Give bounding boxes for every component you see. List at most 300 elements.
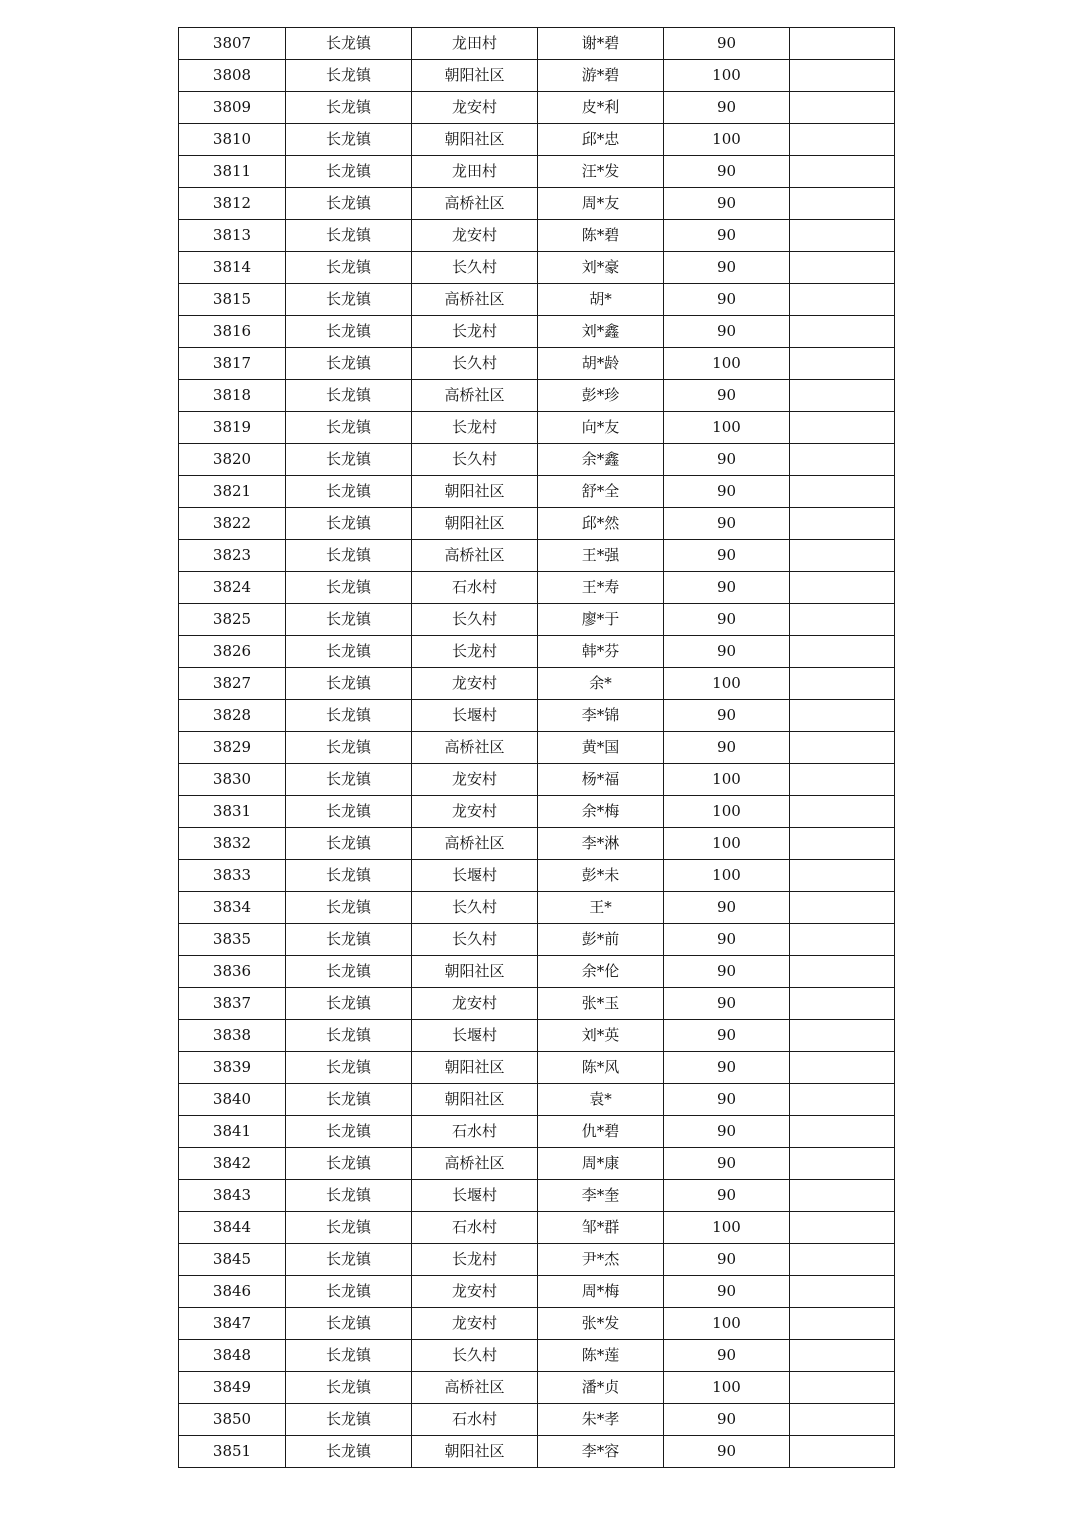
- table-row: [179, 924, 895, 956]
- cell-amount: 90: [664, 636, 790, 668]
- cell-note: [790, 892, 895, 924]
- cell-village: 石水村: [412, 1116, 538, 1148]
- cell-name: 王*寿: [538, 572, 664, 604]
- cell-serial-number: 3824: [179, 572, 286, 604]
- cell-village: 龙安村: [412, 796, 538, 828]
- cell-village: 龙安村: [412, 220, 538, 252]
- table-row: [179, 316, 895, 348]
- table-row: [179, 988, 895, 1020]
- cell-name: 潘*贞: [538, 1372, 664, 1404]
- cell-amount: 100: [664, 60, 790, 92]
- table-row: [179, 412, 895, 444]
- cell-village: 石水村: [412, 1212, 538, 1244]
- cell-town: 长龙镇: [286, 220, 412, 252]
- cell-name: 李*容: [538, 1436, 664, 1468]
- cell-name: 李*奎: [538, 1180, 664, 1212]
- cell-note: [790, 124, 895, 156]
- table-row: [179, 156, 895, 188]
- cell-note: [790, 476, 895, 508]
- cell-name: 周*梅: [538, 1276, 664, 1308]
- cell-town: 长龙镇: [286, 348, 412, 380]
- cell-name: 汪*发: [538, 156, 664, 188]
- cell-name: 陈*碧: [538, 220, 664, 252]
- cell-note: [790, 1116, 895, 1148]
- table-row: [179, 668, 895, 700]
- cell-serial-number: 3807: [179, 28, 286, 60]
- cell-town: 长龙镇: [286, 1116, 412, 1148]
- cell-serial-number: 3831: [179, 796, 286, 828]
- cell-amount: 90: [664, 1404, 790, 1436]
- cell-serial-number: 3825: [179, 604, 286, 636]
- cell-village: 长堰村: [412, 860, 538, 892]
- table-row: [179, 860, 895, 892]
- cell-name: 邱*忠: [538, 124, 664, 156]
- cell-serial-number: 3822: [179, 508, 286, 540]
- table-row: [179, 1148, 895, 1180]
- cell-town: 长龙镇: [286, 1276, 412, 1308]
- cell-name: 张*玉: [538, 988, 664, 1020]
- cell-town: 长龙镇: [286, 860, 412, 892]
- cell-town: 长龙镇: [286, 60, 412, 92]
- cell-town: 长龙镇: [286, 444, 412, 476]
- table-row: [179, 636, 895, 668]
- cell-note: [790, 988, 895, 1020]
- cell-serial-number: 3829: [179, 732, 286, 764]
- cell-name: 余*鑫: [538, 444, 664, 476]
- cell-serial-number: 3844: [179, 1212, 286, 1244]
- cell-village: 长堰村: [412, 1180, 538, 1212]
- cell-name: 仇*碧: [538, 1116, 664, 1148]
- cell-village: 长久村: [412, 348, 538, 380]
- cell-village: 朝阳社区: [412, 1084, 538, 1116]
- table-row: [179, 604, 895, 636]
- cell-village: 高桥社区: [412, 284, 538, 316]
- cell-village: 长堰村: [412, 1020, 538, 1052]
- cell-amount: 90: [664, 1180, 790, 1212]
- cell-note: [790, 1212, 895, 1244]
- cell-amount: 90: [664, 540, 790, 572]
- cell-town: 长龙镇: [286, 764, 412, 796]
- cell-town: 长龙镇: [286, 508, 412, 540]
- cell-town: 长龙镇: [286, 1052, 412, 1084]
- cell-village: 龙安村: [412, 92, 538, 124]
- cell-note: [790, 604, 895, 636]
- cell-note: [790, 1244, 895, 1276]
- cell-town: 长龙镇: [286, 1436, 412, 1468]
- cell-amount: 90: [664, 92, 790, 124]
- cell-serial-number: 3851: [179, 1436, 286, 1468]
- cell-amount: 90: [664, 732, 790, 764]
- table-row: [179, 444, 895, 476]
- cell-amount: 100: [664, 860, 790, 892]
- cell-village: 高桥社区: [412, 732, 538, 764]
- table-row: [179, 1116, 895, 1148]
- table-row: [179, 1020, 895, 1052]
- cell-note: [790, 28, 895, 60]
- cell-note: [790, 572, 895, 604]
- cell-village: 朝阳社区: [412, 956, 538, 988]
- cell-town: 长龙镇: [286, 956, 412, 988]
- cell-serial-number: 3840: [179, 1084, 286, 1116]
- cell-serial-number: 3818: [179, 380, 286, 412]
- cell-town: 长龙镇: [286, 412, 412, 444]
- table-row: [179, 892, 895, 924]
- cell-note: [790, 444, 895, 476]
- cell-name: 袁*: [538, 1084, 664, 1116]
- cell-village: 长堰村: [412, 700, 538, 732]
- cell-town: 长龙镇: [286, 988, 412, 1020]
- cell-amount: 90: [664, 1244, 790, 1276]
- cell-amount: 90: [664, 188, 790, 220]
- table-row: [179, 28, 895, 60]
- cell-note: [790, 508, 895, 540]
- cell-amount: 90: [664, 1436, 790, 1468]
- table-row: [179, 284, 895, 316]
- roster-table-body: [179, 28, 895, 1468]
- table-row: [179, 572, 895, 604]
- cell-name: 余*伦: [538, 956, 664, 988]
- cell-note: [790, 348, 895, 380]
- cell-town: 长龙镇: [286, 476, 412, 508]
- cell-name: 李*锦: [538, 700, 664, 732]
- cell-amount: 100: [664, 668, 790, 700]
- table-row: [179, 188, 895, 220]
- table-row: [179, 732, 895, 764]
- cell-serial-number: 3838: [179, 1020, 286, 1052]
- cell-village: 长龙村: [412, 316, 538, 348]
- cell-amount: 90: [664, 1116, 790, 1148]
- cell-amount: 100: [664, 764, 790, 796]
- table-row: [179, 1084, 895, 1116]
- cell-note: [790, 1052, 895, 1084]
- table-row: [179, 1308, 895, 1340]
- cell-village: 龙安村: [412, 1308, 538, 1340]
- cell-town: 长龙镇: [286, 1084, 412, 1116]
- cell-note: [790, 956, 895, 988]
- cell-name: 刘*鑫: [538, 316, 664, 348]
- cell-name: 陈*风: [538, 1052, 664, 1084]
- table-row: [179, 380, 895, 412]
- cell-town: 长龙镇: [286, 1308, 412, 1340]
- cell-town: 长龙镇: [286, 732, 412, 764]
- cell-note: [790, 1308, 895, 1340]
- cell-amount: 100: [664, 124, 790, 156]
- cell-amount: 90: [664, 1276, 790, 1308]
- cell-town: 长龙镇: [286, 1020, 412, 1052]
- cell-note: [790, 924, 895, 956]
- cell-note: [790, 60, 895, 92]
- cell-amount: 90: [664, 572, 790, 604]
- cell-name: 周*友: [538, 188, 664, 220]
- cell-amount: 90: [664, 220, 790, 252]
- table-row: [179, 1212, 895, 1244]
- table-row: [179, 1052, 895, 1084]
- cell-name: 余*: [538, 668, 664, 700]
- cell-amount: 90: [664, 988, 790, 1020]
- cell-note: [790, 1180, 895, 1212]
- cell-serial-number: 3812: [179, 188, 286, 220]
- cell-amount: 90: [664, 1052, 790, 1084]
- cell-village: 龙安村: [412, 764, 538, 796]
- cell-village: 长久村: [412, 444, 538, 476]
- cell-town: 长龙镇: [286, 668, 412, 700]
- cell-name: 彭*未: [538, 860, 664, 892]
- cell-serial-number: 3830: [179, 764, 286, 796]
- cell-name: 邹*群: [538, 1212, 664, 1244]
- cell-town: 长龙镇: [286, 796, 412, 828]
- cell-town: 长龙镇: [286, 252, 412, 284]
- cell-note: [790, 156, 895, 188]
- cell-name: 周*康: [538, 1148, 664, 1180]
- table-row: [179, 124, 895, 156]
- cell-serial-number: 3813: [179, 220, 286, 252]
- cell-town: 长龙镇: [286, 316, 412, 348]
- cell-serial-number: 3849: [179, 1372, 286, 1404]
- cell-note: [790, 1340, 895, 1372]
- cell-village: 长龙村: [412, 636, 538, 668]
- cell-note: [790, 1404, 895, 1436]
- cell-amount: 90: [664, 1084, 790, 1116]
- cell-serial-number: 3832: [179, 828, 286, 860]
- cell-town: 长龙镇: [286, 1180, 412, 1212]
- cell-serial-number: 3815: [179, 284, 286, 316]
- table-row: [179, 764, 895, 796]
- cell-name: 廖*于: [538, 604, 664, 636]
- cell-name: 胡*: [538, 284, 664, 316]
- cell-serial-number: 3814: [179, 252, 286, 284]
- cell-village: 龙安村: [412, 668, 538, 700]
- cell-village: 龙安村: [412, 1276, 538, 1308]
- cell-town: 长龙镇: [286, 156, 412, 188]
- cell-amount: 90: [664, 956, 790, 988]
- cell-note: [790, 412, 895, 444]
- cell-name: 韩*芬: [538, 636, 664, 668]
- cell-serial-number: 3842: [179, 1148, 286, 1180]
- cell-serial-number: 3823: [179, 540, 286, 572]
- cell-name: 尹*杰: [538, 1244, 664, 1276]
- cell-village: 长龙村: [412, 412, 538, 444]
- table-row: [179, 540, 895, 572]
- cell-serial-number: 3809: [179, 92, 286, 124]
- cell-amount: 90: [664, 924, 790, 956]
- cell-serial-number: 3819: [179, 412, 286, 444]
- cell-note: [790, 828, 895, 860]
- cell-village: 长久村: [412, 924, 538, 956]
- cell-serial-number: 3816: [179, 316, 286, 348]
- cell-town: 长龙镇: [286, 380, 412, 412]
- cell-note: [790, 284, 895, 316]
- cell-serial-number: 3841: [179, 1116, 286, 1148]
- roster-table: [178, 27, 895, 1468]
- table-row: [179, 1276, 895, 1308]
- cell-note: [790, 220, 895, 252]
- cell-note: [790, 1148, 895, 1180]
- cell-serial-number: 3821: [179, 476, 286, 508]
- cell-town: 长龙镇: [286, 124, 412, 156]
- cell-name: 杨*福: [538, 764, 664, 796]
- cell-note: [790, 860, 895, 892]
- cell-town: 长龙镇: [286, 1404, 412, 1436]
- cell-note: [790, 1084, 895, 1116]
- cell-village: 朝阳社区: [412, 476, 538, 508]
- cell-name: 陈*莲: [538, 1340, 664, 1372]
- cell-amount: 90: [664, 1340, 790, 1372]
- cell-amount: 100: [664, 1308, 790, 1340]
- cell-note: [790, 1020, 895, 1052]
- cell-town: 长龙镇: [286, 540, 412, 572]
- cell-name: 王*强: [538, 540, 664, 572]
- cell-town: 长龙镇: [286, 572, 412, 604]
- cell-note: [790, 636, 895, 668]
- table-row: [179, 1404, 895, 1436]
- cell-name: 李*淋: [538, 828, 664, 860]
- table-row: [179, 92, 895, 124]
- cell-village: 朝阳社区: [412, 508, 538, 540]
- cell-name: 刘*英: [538, 1020, 664, 1052]
- cell-name: 刘*豪: [538, 252, 664, 284]
- cell-name: 余*梅: [538, 796, 664, 828]
- cell-name: 王*: [538, 892, 664, 924]
- cell-village: 长久村: [412, 604, 538, 636]
- cell-serial-number: 3811: [179, 156, 286, 188]
- cell-serial-number: 3837: [179, 988, 286, 1020]
- cell-name: 朱*孝: [538, 1404, 664, 1436]
- cell-town: 长龙镇: [286, 28, 412, 60]
- cell-village: 朝阳社区: [412, 124, 538, 156]
- table-row: [179, 956, 895, 988]
- cell-serial-number: 3820: [179, 444, 286, 476]
- cell-serial-number: 3846: [179, 1276, 286, 1308]
- cell-serial-number: 3827: [179, 668, 286, 700]
- cell-town: 长龙镇: [286, 700, 412, 732]
- cell-town: 长龙镇: [286, 892, 412, 924]
- cell-serial-number: 3835: [179, 924, 286, 956]
- cell-amount: 90: [664, 156, 790, 188]
- cell-name: 谢*碧: [538, 28, 664, 60]
- cell-amount: 90: [664, 28, 790, 60]
- cell-note: [790, 540, 895, 572]
- cell-name: 邱*然: [538, 508, 664, 540]
- cell-village: 高桥社区: [412, 828, 538, 860]
- cell-note: [790, 1372, 895, 1404]
- cell-town: 长龙镇: [286, 1212, 412, 1244]
- cell-village: 长久村: [412, 1340, 538, 1372]
- table-row: [179, 1180, 895, 1212]
- cell-serial-number: 3850: [179, 1404, 286, 1436]
- cell-amount: 100: [664, 1212, 790, 1244]
- cell-amount: 90: [664, 604, 790, 636]
- cell-amount: 90: [664, 380, 790, 412]
- cell-town: 长龙镇: [286, 1244, 412, 1276]
- cell-village: 石水村: [412, 572, 538, 604]
- cell-serial-number: 3834: [179, 892, 286, 924]
- cell-amount: 90: [664, 252, 790, 284]
- cell-serial-number: 3808: [179, 60, 286, 92]
- table-row: [179, 1436, 895, 1468]
- cell-village: 龙田村: [412, 28, 538, 60]
- cell-name: 张*发: [538, 1308, 664, 1340]
- cell-note: [790, 1436, 895, 1468]
- cell-village: 高桥社区: [412, 380, 538, 412]
- cell-serial-number: 3810: [179, 124, 286, 156]
- cell-amount: 90: [664, 508, 790, 540]
- table-row: [179, 348, 895, 380]
- cell-village: 朝阳社区: [412, 1436, 538, 1468]
- table-row: [179, 828, 895, 860]
- cell-note: [790, 252, 895, 284]
- cell-name: 彭*珍: [538, 380, 664, 412]
- cell-village: 石水村: [412, 1404, 538, 1436]
- table-row: [179, 60, 895, 92]
- cell-town: 长龙镇: [286, 924, 412, 956]
- cell-town: 长龙镇: [286, 1148, 412, 1180]
- cell-note: [790, 796, 895, 828]
- cell-amount: 90: [664, 1020, 790, 1052]
- cell-village: 高桥社区: [412, 1372, 538, 1404]
- cell-note: [790, 764, 895, 796]
- cell-village: 朝阳社区: [412, 60, 538, 92]
- table-row: [179, 1372, 895, 1404]
- cell-amount: 100: [664, 412, 790, 444]
- cell-town: 长龙镇: [286, 1372, 412, 1404]
- cell-village: 高桥社区: [412, 1148, 538, 1180]
- cell-amount: 90: [664, 476, 790, 508]
- cell-amount: 100: [664, 828, 790, 860]
- cell-amount: 100: [664, 796, 790, 828]
- cell-village: 朝阳社区: [412, 1052, 538, 1084]
- cell-serial-number: 3817: [179, 348, 286, 380]
- cell-serial-number: 3843: [179, 1180, 286, 1212]
- cell-note: [790, 668, 895, 700]
- cell-name: 舒*全: [538, 476, 664, 508]
- cell-village: 长久村: [412, 892, 538, 924]
- cell-town: 长龙镇: [286, 636, 412, 668]
- cell-note: [790, 1276, 895, 1308]
- table-row: [179, 700, 895, 732]
- cell-note: [790, 316, 895, 348]
- cell-note: [790, 92, 895, 124]
- cell-note: [790, 700, 895, 732]
- cell-amount: 90: [664, 700, 790, 732]
- cell-name: 胡*龄: [538, 348, 664, 380]
- cell-note: [790, 380, 895, 412]
- cell-village: 高桥社区: [412, 188, 538, 220]
- cell-town: 长龙镇: [286, 284, 412, 316]
- cell-name: 彭*前: [538, 924, 664, 956]
- cell-note: [790, 188, 895, 220]
- cell-name: 游*碧: [538, 60, 664, 92]
- cell-amount: 90: [664, 892, 790, 924]
- cell-name: 向*友: [538, 412, 664, 444]
- cell-town: 长龙镇: [286, 604, 412, 636]
- cell-village: 龙田村: [412, 156, 538, 188]
- cell-amount: 90: [664, 444, 790, 476]
- cell-village: 长龙村: [412, 1244, 538, 1276]
- cell-name: 黄*国: [538, 732, 664, 764]
- cell-serial-number: 3848: [179, 1340, 286, 1372]
- cell-town: 长龙镇: [286, 92, 412, 124]
- cell-village: 高桥社区: [412, 540, 538, 572]
- table-row: [179, 1340, 895, 1372]
- cell-amount: 100: [664, 348, 790, 380]
- table-row: [179, 252, 895, 284]
- table-row: [179, 1244, 895, 1276]
- cell-serial-number: 3833: [179, 860, 286, 892]
- table-row: [179, 508, 895, 540]
- cell-town: 长龙镇: [286, 828, 412, 860]
- cell-serial-number: 3839: [179, 1052, 286, 1084]
- cell-serial-number: 3828: [179, 700, 286, 732]
